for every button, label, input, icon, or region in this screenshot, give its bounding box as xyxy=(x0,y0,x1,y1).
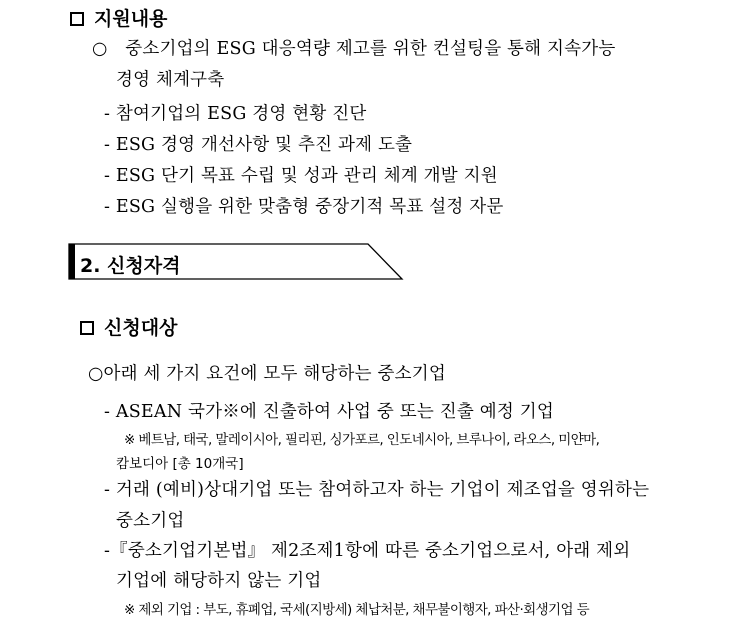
section-title: 2. 신청자격 xyxy=(80,255,181,277)
requirement-2-line2: 중소기업 xyxy=(116,511,185,531)
support-heading: 지원내용 xyxy=(70,4,167,31)
circle-bullet-icon: ○ xyxy=(92,39,108,59)
eligibility-bullet: ○아래 세 가지 요건에 모두 해당하는 중소기업 xyxy=(88,364,446,384)
requirement-1-note: ※ 베트남, 태국, 말레이시아, 필리핀, 싱가포르, 인도네시아, 브루나이, 라오스, 미얀마, xyxy=(124,432,600,448)
support-item: - ESG 실행을 위한 맞춤형 중장기적 목표 설정 자문 xyxy=(104,197,504,217)
eligibility-heading: 신청대상 xyxy=(80,313,177,340)
requirement-3-line2: 기업에 해당하지 않는 기업 xyxy=(116,571,322,591)
requirement-1-note-cont: 캄보디아 [총 10개국] xyxy=(116,456,244,472)
requirement-3-line1: -『중소기업기본법』 제2조제1항에 따른 중소기업으로서, 아래 제외 xyxy=(104,541,631,561)
checkbox-square-icon xyxy=(80,321,94,335)
requirement-2-line1: - 거래 (예비)상대기업 또는 참여하고자 하는 기업이 제조업을 영위하는 xyxy=(104,480,650,500)
requirement-1: - ASEAN 국가※에 진출하여 사업 중 또는 진출 예정 기업 xyxy=(104,402,554,422)
support-intro-line2: 경영 체계구축 xyxy=(116,70,225,90)
requirement-3-note: ※ 제외 기업 : 부도, 휴폐업, 국세(지방세) 체납처분, 채무불이행자, 파산·회생기업 등 xyxy=(124,602,590,618)
support-intro-line1: ○ 중소기업의 ESG 대응역량 제고를 위한 컨설팅을 통해 지속가능 xyxy=(92,39,616,59)
support-item: - ESG 경영 개선사항 및 추진 과제 도출 xyxy=(104,135,413,155)
support-item: - ESG 단기 목표 수립 및 성과 관리 체계 개발 지원 xyxy=(104,166,498,186)
support-item: - 참여기업의 ESG 경영 현황 진단 xyxy=(104,104,367,124)
checkbox-square-icon xyxy=(70,12,84,26)
